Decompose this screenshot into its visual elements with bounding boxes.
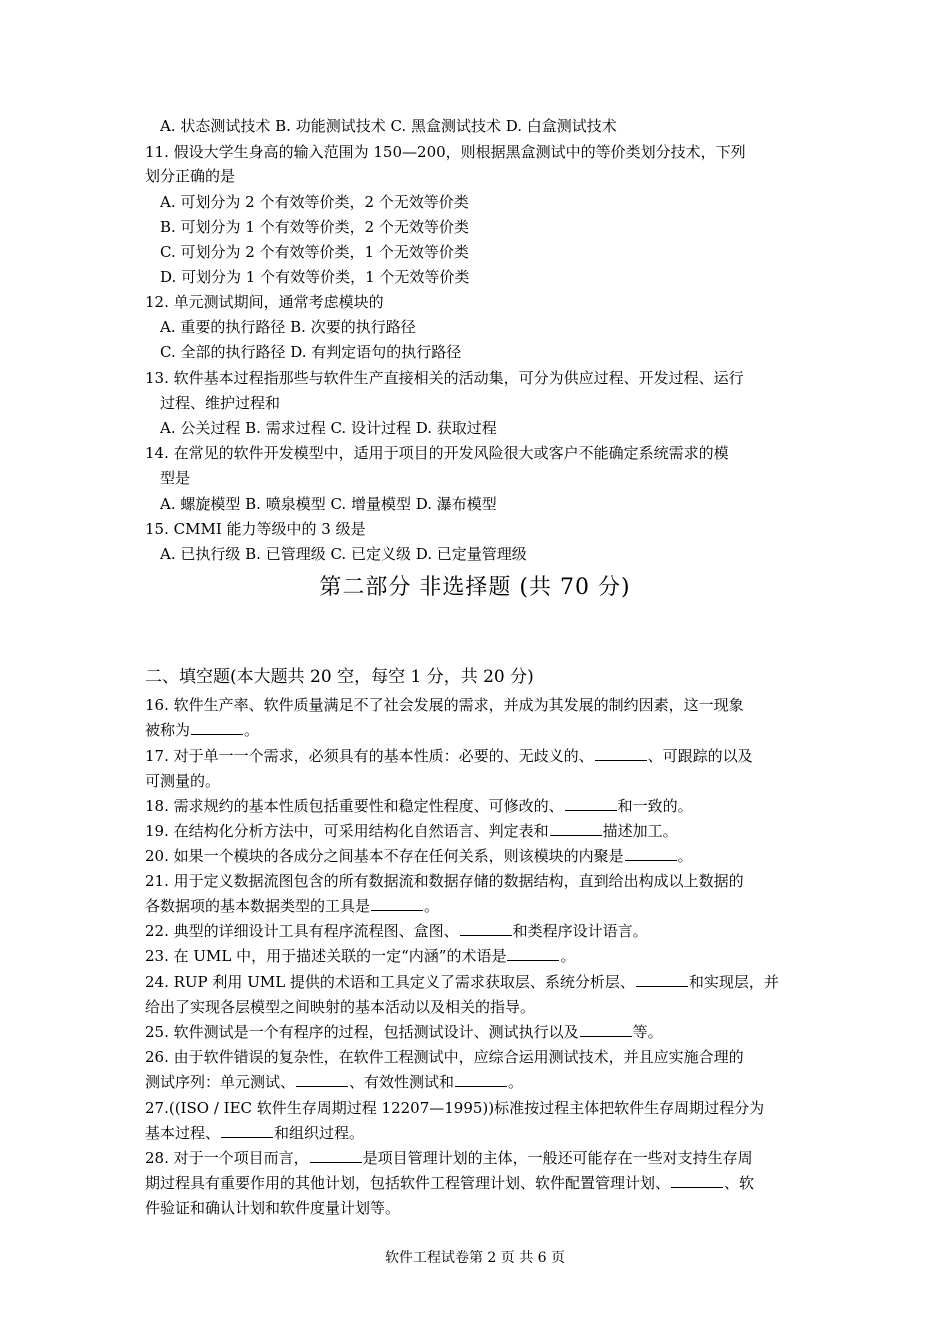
q11-stem-line2: 划分正确的是 xyxy=(145,167,236,185)
section2-title: 二、填空题(本大题共 20 空，每空 1 分，共 20 分) xyxy=(145,667,534,687)
answer-blank[interactable] xyxy=(595,758,647,761)
q10-options: A. 状态测试技术 B. 功能测试技术 C. 黑盒测试技术 D. 白盒测试技术 xyxy=(160,117,617,135)
answer-blank[interactable] xyxy=(625,858,677,861)
answer-blank[interactable] xyxy=(221,1135,273,1138)
q17-line2: 可测量的。 xyxy=(145,772,221,790)
q21-line2: 各数据项的基本数据类型的工具是 。 xyxy=(145,897,440,915)
q11-option-a: A. 可划分为 2 个有效等价类，2 个无效等价类 xyxy=(160,193,469,211)
q26-line2: 测试序列：单元测试、 、有效性测试和 。 xyxy=(145,1073,524,1091)
answer-blank[interactable] xyxy=(460,933,512,936)
q24-line2: 给出了实现各层模型之间映射的基本活动以及相关的指导。 xyxy=(145,998,536,1016)
answer-blank[interactable] xyxy=(671,1185,723,1188)
answer-blank[interactable] xyxy=(296,1084,348,1087)
q13-options: A. 公关过程 B. 需求过程 C. 设计过程 D. 获取过程 xyxy=(160,419,497,437)
answer-blank[interactable] xyxy=(565,808,617,811)
q11-option-d: D. 可划分为 1 个有效等价类，1 个无效等价类 xyxy=(160,268,470,286)
q28-line2: 期过程具有重要作用的其他计划，包括软件工程管理计划、软件配置管理计划、 、软 xyxy=(145,1174,755,1192)
q16-line1: 16. 软件生产率、软件质量满足不了社会发展的需求，并成为其发展的制约因素，这一现象 xyxy=(145,696,744,714)
answer-blank[interactable] xyxy=(371,908,423,911)
answer-blank[interactable] xyxy=(507,958,559,961)
q11-option-b: B. 可划分为 1 个有效等价类，2 个无效等价类 xyxy=(160,218,469,236)
q11-stem-line1: 11. 假设大学生身高的输入范围为 150—200，则根据黑盒测试中的等价类划分技术，下列 xyxy=(145,143,746,161)
q26-line1: 26. 由于软件错误的复杂性，在软件工程测试中，应综合运用测试技术，并且应实施合理的 xyxy=(145,1048,744,1066)
answer-blank[interactable] xyxy=(580,1034,632,1037)
answer-blank[interactable] xyxy=(550,833,602,836)
q28-line1: 28. 对于一个项目而言， 是项目管理计划的主体，一般还可能存在一些对支持生存周 xyxy=(145,1149,753,1167)
q13-stem-line1: 13. 软件基本过程指那些与软件生产直接相关的活动集，可分为供应过程、开发过程、运行 xyxy=(145,369,744,387)
q14-options: A. 螺旋模型 B. 喷泉模型 C. 增量模型 D. 瀑布模型 xyxy=(160,495,497,513)
part2-title: 第二部分 非选择题 (共 70 分) xyxy=(319,575,631,600)
q20-line: 20. 如果一个模块的各成分之间基本不存在任何关系，则该模块的内聚是 。 xyxy=(145,847,693,865)
q27-line1: 27.((ISO / IEC 软件生存周期过程 12207—1995))标准按过程主体把软件生存周期过程分为 xyxy=(145,1099,765,1117)
answer-blank[interactable] xyxy=(636,984,688,987)
q15-options: A. 已执行级 B. 已管理级 C. 已定义级 D. 已定量管理级 xyxy=(160,545,527,563)
q21-line1: 21. 用于定义数据流图包含的所有数据流和数据存储的数据结构，直到给出构成以上数据的 xyxy=(145,872,744,890)
q11-option-c: C. 可划分为 2 个有效等价类，1 个无效等价类 xyxy=(160,243,469,261)
page-footer: 软件工程试卷第 2 页 共 6 页 xyxy=(384,1250,566,1266)
q15-stem: 15. CMMI 能力等级中的 3 级是 xyxy=(145,520,366,538)
q18-line: 18. 需求规约的基本性质包括重要性和稳定性程度、可修改的、 和一致的。 xyxy=(145,797,693,815)
q12-options-cd: C. 全部的执行路径 D. 有判定语句的执行路径 xyxy=(160,343,462,361)
q16-line2: 被称为 。 xyxy=(145,721,260,739)
q12-stem: 12. 单元测试期间，通常考虑模块的 xyxy=(145,293,384,311)
q13-stem-line2: 过程、维护过程和 xyxy=(160,394,281,412)
q25-line: 25. 软件测试是一个有程序的过程，包括测试设计、测试执行以及 等。 xyxy=(145,1023,663,1041)
q12-options-ab: A. 重要的执行路径 B. 次要的执行路径 xyxy=(160,318,416,336)
q17-line1: 17. 对于单一一个需求，必须具有的基本性质：必要的、无歧义的、 、可跟踪的以及 xyxy=(145,747,753,765)
q23-line: 23. 在 UML 中，用于描述关联的一定“内涵”的术语是 。 xyxy=(145,947,576,965)
q22-line: 22. 典型的详细设计工具有程序流程图、盒图、 和类程序设计语言。 xyxy=(145,922,648,940)
q28-line3: 件验证和确认计划和软件度量计划等。 xyxy=(145,1199,401,1217)
q14-stem-line1: 14. 在常见的软件开发模型中，适用于项目的开发风险很大或客户不能确定系统需求的模 xyxy=(145,444,729,462)
answer-blank[interactable] xyxy=(310,1160,362,1163)
q24-line1: 24. RUP 利用 UML 提供的术语和工具定义了需求获取层、系统分析层、 和实现层，并 xyxy=(145,973,779,991)
q19-line: 19. 在结构化分析方法中，可采用结构化自然语言、判定表和 描述加工。 xyxy=(145,822,678,840)
answer-blank[interactable] xyxy=(191,732,243,735)
q27-line2: 基本过程、 和组织过程。 xyxy=(145,1124,365,1142)
q14-stem-line2: 型是 xyxy=(160,469,191,487)
answer-blank[interactable] xyxy=(455,1084,507,1087)
